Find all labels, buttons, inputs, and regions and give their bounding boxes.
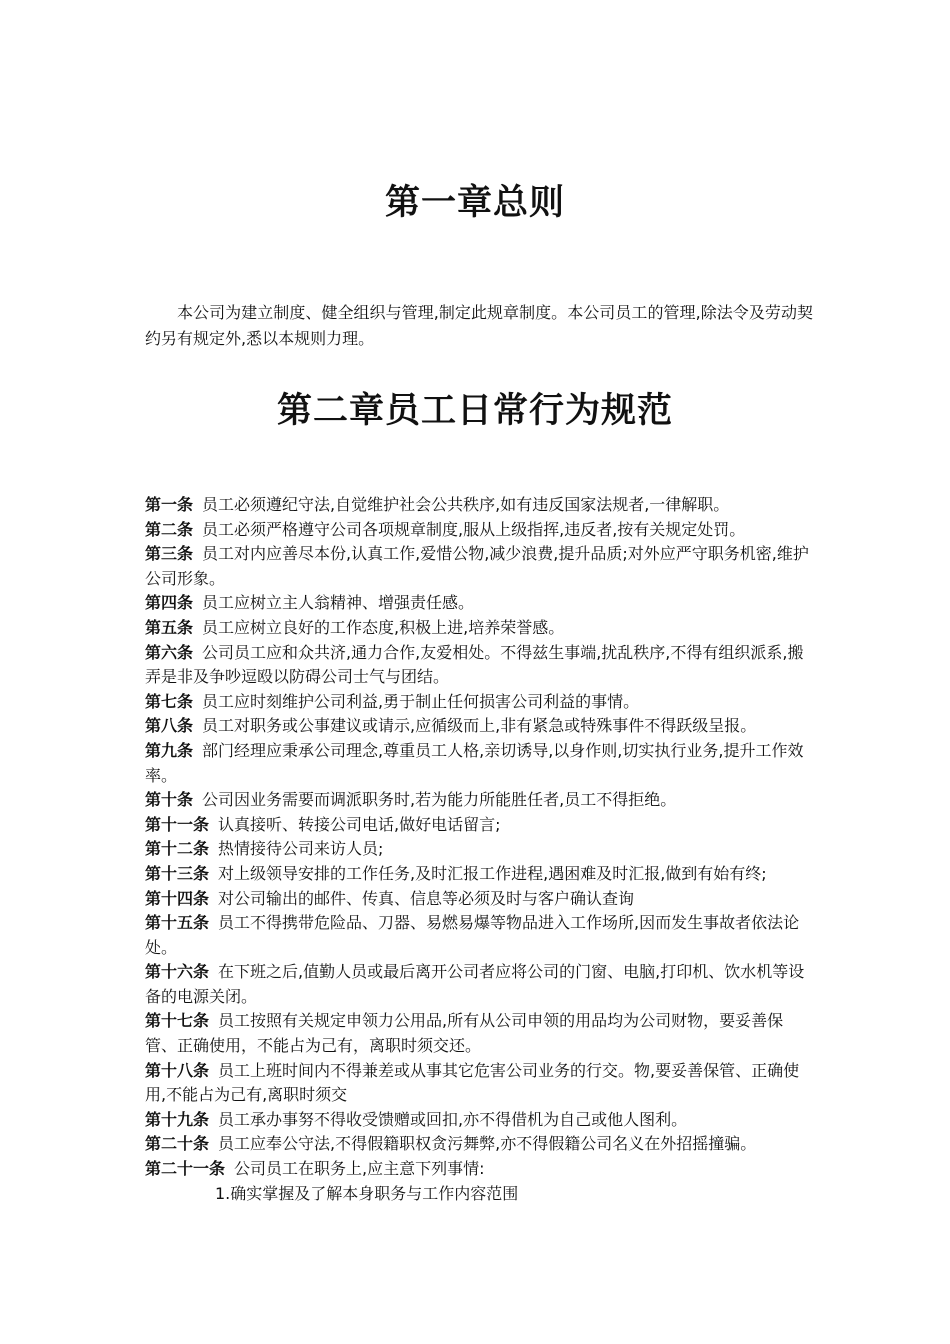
article-11 [145,813,813,838]
article-16 [145,960,813,1009]
article-text: 认真接听、转接公司电话,做好电话留言; [218,814,501,834]
chapter1-title: 第一章总则 [384,183,565,224]
article-number: 第四条 [145,593,194,613]
article-20 [145,1132,813,1157]
article-number: 第三条 [145,544,194,564]
article-3 [145,542,813,591]
article-10 [145,788,813,813]
article-4 [145,591,813,616]
article-text: 员工对内应善尽本份,认真工作,爱惜公物,减少浪费,提升品质;对外应严守职务机密,维护公司形象。 [145,544,809,588]
article-text: 员工按照有关规定申领力公用品,所有从公司申领的用品均为公司财物，要妥善保管、正确使用，不能占为己有，离职时须交还。 [145,1011,784,1056]
article-text: 员工不得携带危险品、刀器、易燃易爆等物品进入工作场所,因而发生事故者依法论处。 [145,913,800,957]
article-number: 第六条 [145,642,194,662]
article-text: 员工必须严格遵守公司各项规章制度,服从上级指挥,违反者,按有关规定处罚。 [202,519,746,539]
article-number: 第二十一条 [145,1159,226,1179]
article-number: 第五条 [145,617,194,637]
article-number: 第八条 [145,716,194,736]
article-number: 第一条 [145,495,194,514]
article-number: 第十七条 [145,1011,210,1031]
article-number: 第七条 [145,691,194,711]
article-number: 第十八条 [145,1060,210,1080]
article-text: 员工应树立良好的工作态度,积极上进,培养荣誉感。 [202,617,565,637]
article-number: 第二条 [145,519,194,539]
article-17 [145,1009,813,1058]
article-number: 第十五条 [145,913,210,933]
article-text: 员工应时刻维护公司利益,勇于制止任何损害公司利益的事情。 [202,691,640,711]
article-text: 员工必须遵纪守法,自觉维护社会公共秩序,如有违反国家法规者,一律解职。 [202,495,730,514]
article-text: 员工对职务或公事建议或请示,应循级而上,非有紧急或特殊事件不得跃级呈报。 [202,716,757,736]
article-5 [145,616,813,641]
article-text: 员工上班时间内不得兼差或从事其它危害公司业务的行交。物,要妥善保管、正确使用,不能占为己有,离职时须交 [145,1060,800,1105]
article-19 [145,1108,813,1133]
article-text: 公司因业务需要而调派职务时,若为能力所能胜任者,员工不得拒绝。 [202,790,677,810]
article-number: 第十六条 [145,962,210,982]
article-number: 第十条 [145,790,194,810]
article-15 [145,911,813,960]
article-2 [145,518,813,543]
article-number: 第十九条 [145,1109,210,1129]
article-text: 公司员工在职务上,应主意下列事情: [234,1159,485,1179]
article-6 [145,641,813,690]
article-text: 对上级领导安排的工作任务,及时汇报工作进程,遇困难及时汇报,做到有始有终; [218,863,767,883]
article-number: 第二十条 [145,1134,210,1154]
article-14 [145,887,813,912]
article-18 [145,1059,813,1108]
article-text: 部门经理应秉承公司理念,尊重员工人格,亲切诱导,以身作则,切实执行业务,提升工作效率。 [145,740,804,785]
article-number: 第九条 [145,740,194,760]
chapter1-intro: 本公司为建立制度、健全组织与管理,制定此规章制度。本公司员工的管理,除法令及劳动契约另有规定外,悉以本规则力理。 [145,303,813,348]
article-number: 第十三条 [145,863,210,883]
article-list [145,493,813,1206]
article-number: 第十一条 [145,814,210,834]
article-text: 员工应奉公守法,不得假籍职权贪污舞弊,亦不得假籍公司名义在外招摇撞骗。 [218,1134,757,1154]
article-text: 对公司输出的邮件、传真、信息等必须及时与客户确认查询 [218,888,635,908]
article-text: 员工承办事努不得收受馈赠或回扣,亦不得借机为自己或他人图利。 [218,1109,688,1129]
article-text: 热情接待公司来访人员; [218,839,384,859]
article-text: 员工应树立主人翁精神、增强责任感。 [202,593,475,613]
sub-item: 1.确实掌握及了解本身职务与工作内容范围 [215,1183,519,1203]
article-9 [145,739,813,788]
article-number: 第十二条 [145,839,210,859]
article-8 [145,714,813,739]
article-13 [145,862,813,887]
article-12 [145,837,813,862]
article-7 [145,690,813,715]
article-1 [145,493,813,518]
article-text: 在下班之后,值勤人员或最后离开公司者应将公司的门窗、电脑,打印机、饮水机等设备的电源关闭。 [145,962,805,1006]
article-text: 公司员工应和众共济,通力合作,友爱相处。不得兹生事端,扰乱秩序,不得有组织派系,搬弄是非及争吵逗殴以防碍公司士气与团结。 [145,642,804,687]
chapter2-title: 第二章员工日常行为规范 [276,391,673,432]
article-number: 第十四条 [145,888,210,908]
article-21 [145,1157,813,1182]
